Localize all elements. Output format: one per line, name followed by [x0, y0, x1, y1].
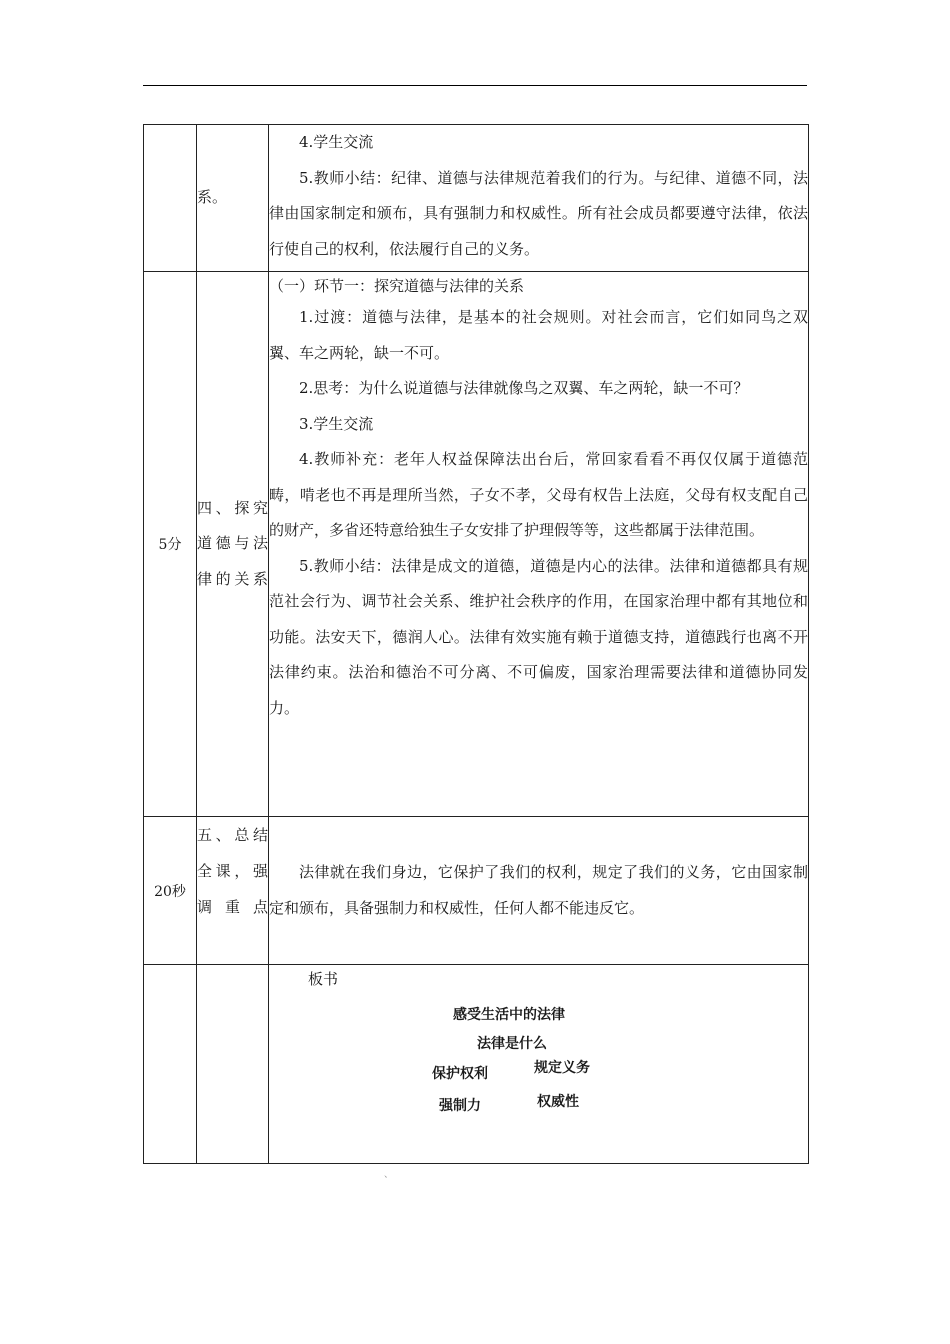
time-cell	[144, 965, 197, 1164]
board-item-protect-rights: 保护权利	[432, 1066, 488, 1082]
table-row	[144, 817, 809, 965]
board-subtitle: 法律是什么	[477, 1036, 547, 1052]
paragraph: 3.学生交流	[299, 414, 374, 433]
time-cell: 20秒	[144, 817, 197, 965]
table-row	[144, 272, 809, 817]
paragraph: 5.教师小结：法律是成文的道德，道德是内心的法律。法律和道德都具有规范社会行为、调节社会关系、维护社会秩序的作用，在国家治理中都有其地位和功能。法安天下，德润人心。法律有效实施有赖于道德支持，道德践行也离不开法律约束。法治和德治不可分离、不可偏废，国家治理需要法律和道德协同发力。	[269, 556, 808, 717]
time-cell	[144, 125, 197, 272]
paragraph: 2.思考：为什么说道德与法律就像鸟之双翼、车之两轮，缺一不可？	[299, 379, 749, 397]
paragraph: 4.学生交流	[299, 133, 374, 151]
content-cell	[269, 125, 809, 272]
table-row	[144, 965, 809, 1164]
paragraph: 5.教师小结：纪律、道德与法律规范着我们的行为。与纪律、道德不同，法律由国家制定和颁布，具有强制力和权威性。所有社会成员都要遵守法律，依法行使自己的权利，依法履行自己的义务。	[269, 168, 808, 258]
paragraph: 4.教师补充：老年人权益保障法出台后，常回家看看不再仅仅属于道德范畴，啃老也不再是理所当然，子女不孝，父母有权告上法庭，父母有权支配自己的财产，多省还特意给独生子女安排了护理假等等，这些都属于法律范围。	[269, 450, 808, 539]
board-label: 板书	[308, 970, 339, 988]
paragraph: 1.过渡：道德与法律，是基本的社会规则。对社会而言，它们如同鸟之双翼、车之两轮，缺一不可。	[269, 308, 808, 362]
header-rule	[143, 85, 807, 86]
paragraph: 法律就在我们身边，它保护了我们的权利，规定了我们的义务，它由国家制定和颁布，具备强制力和权威性，任何人都不能违反它。	[269, 863, 808, 917]
section-heading: （一）环节一：探究道德与法律的关系	[269, 277, 525, 295]
board-cell	[269, 965, 809, 1180]
time-cell: 5分	[144, 272, 197, 817]
board-item-coercive-force: 强制力	[439, 1098, 481, 1114]
table-row	[144, 125, 809, 272]
step-cell	[197, 272, 269, 817]
step-cell	[197, 125, 269, 272]
content-cell	[269, 272, 809, 817]
content-cell	[269, 817, 809, 965]
step-label: 四、探究道德与法律的关系	[197, 498, 268, 588]
blackboard-outline	[278, 993, 799, 1180]
board-item-define-duties: 规定义务	[534, 1060, 590, 1076]
board-item-authority: 权威性	[537, 1094, 579, 1110]
board-title: 感受生活中的法律	[453, 1007, 565, 1023]
lesson-plan-table	[143, 124, 809, 1180]
stray-mark: 、	[384, 1170, 394, 1180]
step-label: 五、总结全课，强调重点	[197, 826, 268, 916]
step-cell	[197, 817, 269, 965]
step-cell	[197, 965, 269, 1164]
step-label: 系。	[197, 188, 228, 207]
